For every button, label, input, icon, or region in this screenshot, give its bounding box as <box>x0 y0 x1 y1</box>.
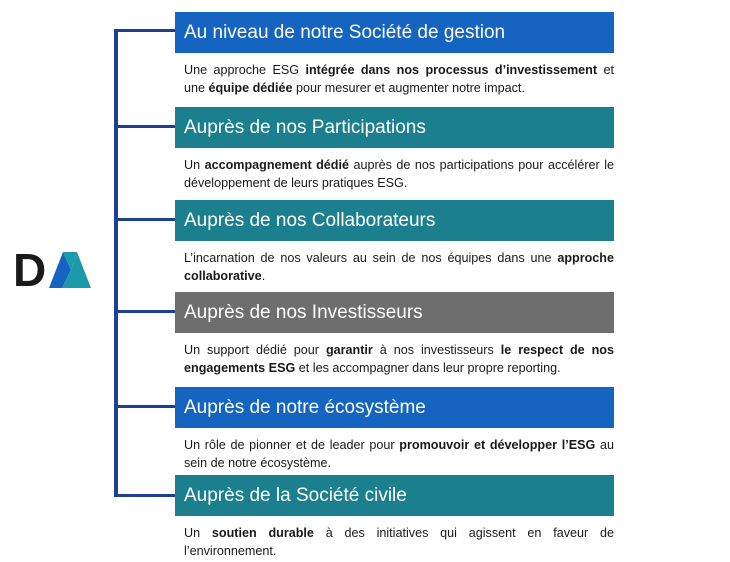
logo-letter: D <box>13 246 47 290</box>
dm-logo-icon <box>13 246 93 290</box>
bold-text: garantir <box>325 343 373 357</box>
section-participations <box>175 107 614 192</box>
section-description <box>175 428 614 472</box>
bold-text: promouvoir et développer l’ESG <box>399 438 596 452</box>
bold-text: soutien durable <box>211 526 314 540</box>
bracket-tick-1 <box>114 29 176 32</box>
section-description <box>175 148 614 192</box>
bracket-tick-5 <box>114 405 176 408</box>
bold-text: accompagnement dédié <box>204 158 349 172</box>
bracket-tick-2 <box>114 125 176 128</box>
section-header: Au niveau de notre Société de gestion <box>175 12 614 53</box>
bracket-tick-6 <box>114 494 176 497</box>
bracket-vertical-line <box>114 29 118 497</box>
section-header: Auprès de nos Collaborateurs <box>175 200 614 241</box>
text: à nos investisseurs <box>372 343 501 357</box>
bracket-tick-3 <box>114 218 176 221</box>
section-header: Auprès de notre écosystème <box>175 387 614 428</box>
text: Un <box>184 526 212 540</box>
text: et les accompagner dans leur propre reporting. <box>295 361 561 375</box>
bold-text: approche collaborative <box>184 251 614 283</box>
text: L’incarnation de nos valeurs au sein de nos équipes dans une <box>184 251 558 265</box>
section-societe-de-gestion <box>175 12 614 97</box>
text: Un rôle de pionner et de leader pour <box>184 438 400 452</box>
text: et une <box>184 63 614 95</box>
section-ecosysteme <box>175 387 614 472</box>
text: à des initiatives qui agissent en faveur de l’environnement. <box>184 526 615 558</box>
bold-text: équipe dédiée <box>208 81 293 95</box>
section-collaborateurs <box>175 200 614 285</box>
section-description <box>175 53 614 97</box>
text: auprès de nos participations pour accélérer le développement de leurs pratiques ESG. <box>184 158 614 190</box>
section-description <box>175 333 614 377</box>
bold-text: le respect de nos engagements ESG <box>184 343 614 375</box>
bracket-tick-4 <box>114 310 176 313</box>
section-header: Auprès de la Société civile <box>175 475 614 516</box>
section-header: Auprès de nos Participations <box>175 107 614 148</box>
section-header: Auprès de nos Investisseurs <box>175 292 614 333</box>
bold-text: intégrée dans nos processus d’investissement <box>305 63 598 77</box>
section-description <box>175 241 614 285</box>
text: Une approche ESG <box>184 63 306 77</box>
section-societe-civile <box>175 475 614 560</box>
section-investisseurs <box>175 292 614 377</box>
text: pour mesurer et augmenter notre impact. <box>292 81 525 95</box>
text: au sein de notre écosystème. <box>184 438 614 470</box>
section-description <box>175 516 614 560</box>
text: Un support dédié pour <box>184 343 326 357</box>
text: Un <box>184 158 205 172</box>
text: . <box>261 269 266 283</box>
